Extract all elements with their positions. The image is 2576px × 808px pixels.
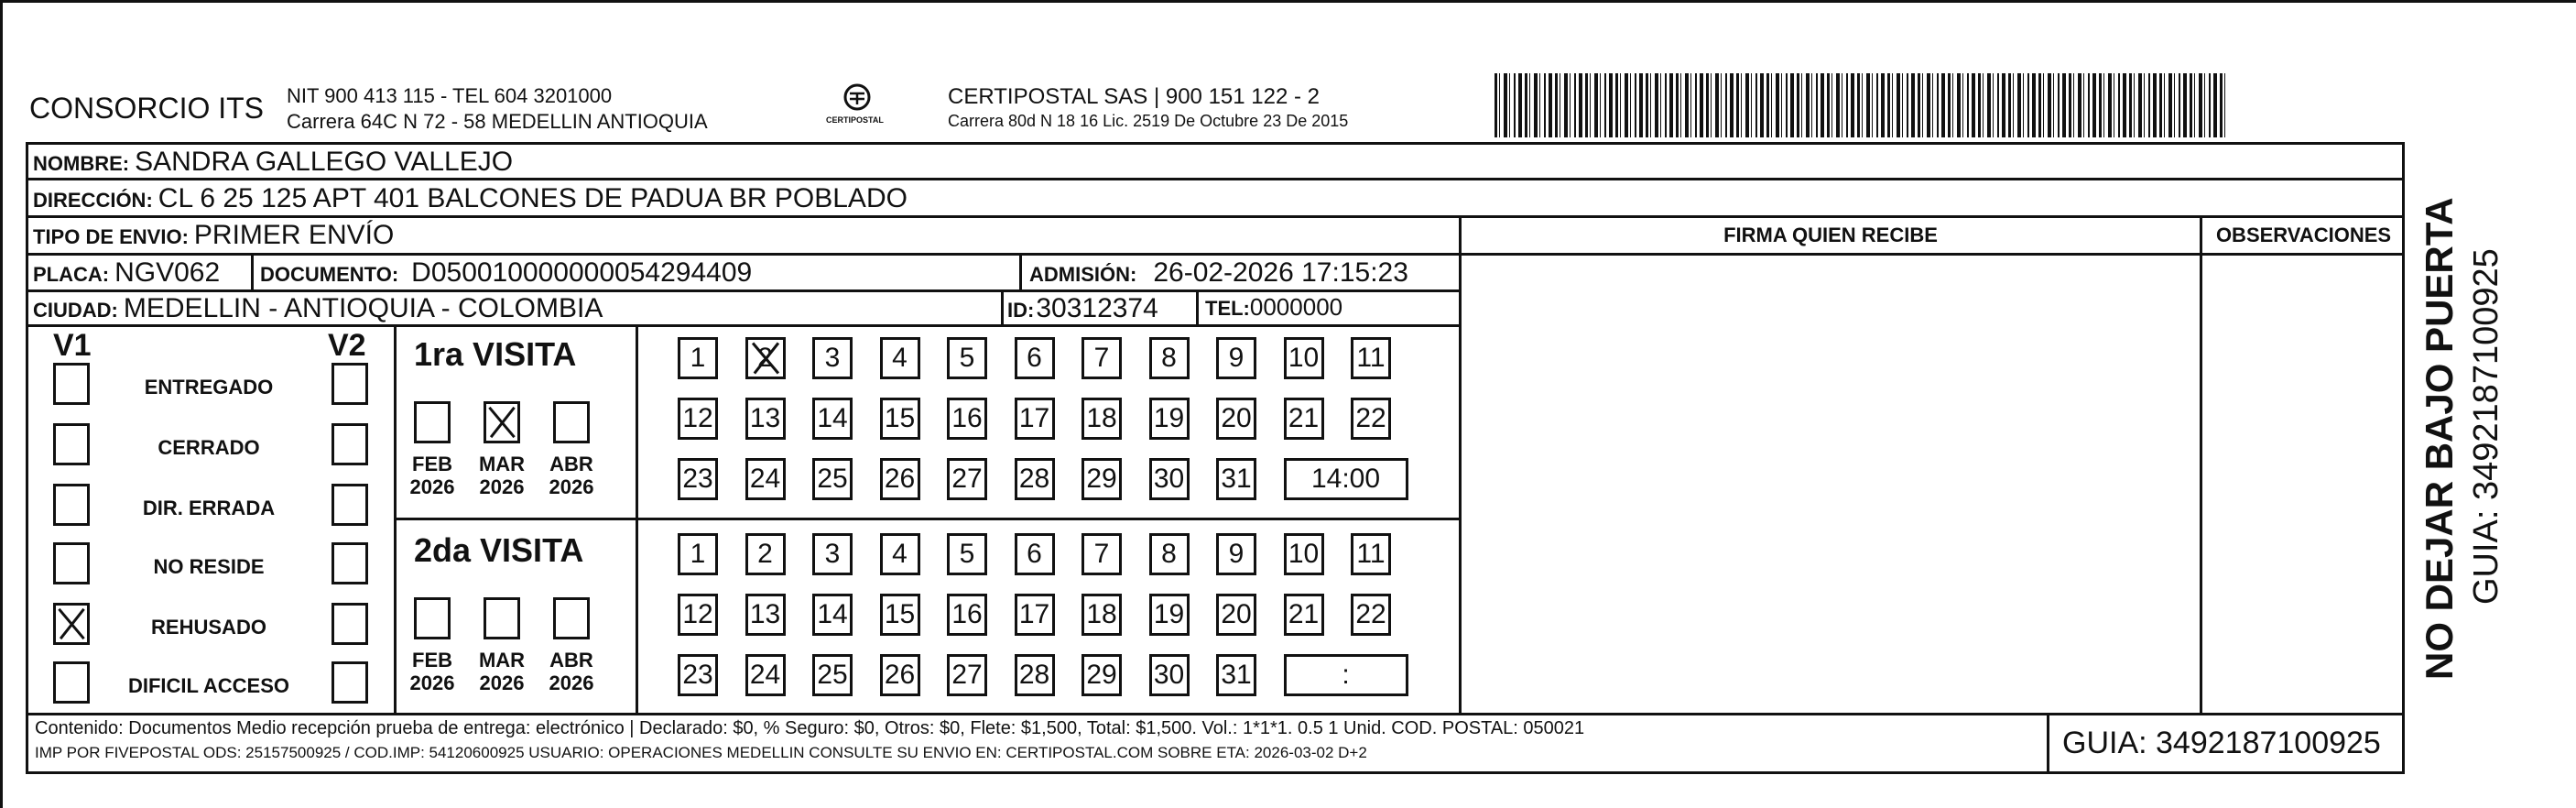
col-line bbox=[2200, 215, 2202, 715]
status-label: REHUSADO bbox=[151, 616, 266, 639]
nombre-label: NOMBRE: bbox=[33, 152, 130, 175]
documento-label: DOCUMENTO: bbox=[260, 263, 399, 286]
visit-day-box[interactable]: 21 bbox=[1284, 594, 1324, 636]
visit-time-box[interactable]: : bbox=[1284, 654, 1408, 696]
visit-day-box[interactable]: 24 bbox=[745, 654, 786, 696]
visit-day-box[interactable]: 25 bbox=[812, 654, 853, 696]
tipo-label: TIPO DE ENVIO: bbox=[33, 225, 189, 248]
visit-month-label bbox=[544, 453, 599, 499]
month-name: ABR bbox=[549, 453, 593, 475]
visit-month-label bbox=[405, 649, 460, 695]
visit-day-box[interactable]: 27 bbox=[947, 654, 987, 696]
visit-day-box[interactable]: 13 bbox=[745, 398, 786, 440]
visit-month-checkbox[interactable] bbox=[414, 597, 451, 639]
visit-month-checkbox[interactable] bbox=[484, 401, 520, 443]
footer-line2: IMP POR FIVEPOSTAL ODS: 25157500925 / COD.IMP: 54120600925 USUARIO: OPERACIONES MEDELLIN CONSULTE SU ENVIO EN: CERTIPOSTAL.COM SOBRE ETA: 2026-03-02 D+2 bbox=[35, 744, 1367, 761]
visit-day-box[interactable]: 11 bbox=[1351, 337, 1391, 379]
month-year: 2026 bbox=[409, 672, 455, 695]
partner-line2: Carrera 80d N 18 16 Lic. 2519 De Octubre 23 De 2015 bbox=[948, 112, 1349, 130]
month-year: 2026 bbox=[479, 672, 525, 695]
visit-day-box[interactable]: 5 bbox=[947, 533, 987, 575]
row-line bbox=[26, 215, 2405, 218]
nombre-field bbox=[33, 147, 513, 178]
day-number: 2 bbox=[757, 343, 773, 373]
visit-day-box[interactable]: 6 bbox=[1015, 533, 1055, 575]
month-year: 2026 bbox=[479, 475, 525, 499]
status-v2-checkbox[interactable] bbox=[332, 661, 368, 704]
logo-text: CERTIPOSTAL bbox=[826, 115, 884, 125]
visit-day-box[interactable]: 8 bbox=[1149, 337, 1190, 379]
tel-value: 0000000 bbox=[1249, 293, 1343, 321]
visit-day-box[interactable]: 2 bbox=[745, 533, 786, 575]
status-v1-checkbox[interactable] bbox=[53, 542, 90, 584]
visit-day-box[interactable]: 8 bbox=[1149, 533, 1190, 575]
month-year: 2026 bbox=[409, 475, 455, 499]
id-field bbox=[1007, 293, 1158, 324]
visit-day-box[interactable]: 31 bbox=[1216, 654, 1256, 696]
status-label: ENTREGADO bbox=[144, 376, 274, 399]
visit-day-box[interactable]: 15 bbox=[880, 594, 920, 636]
placa-value: NGV062 bbox=[114, 257, 221, 288]
visit-day-box[interactable]: 30 bbox=[1149, 654, 1190, 696]
visit-day-box[interactable]: 12 bbox=[678, 398, 718, 440]
direccion-value: CL 6 25 125 APT 401 BALCONES DE PADUA BR POBLADO bbox=[158, 183, 908, 213]
firma-header: FIRMA QUIEN RECIBE bbox=[1723, 224, 1938, 246]
id-label: ID: bbox=[1007, 299, 1035, 322]
admision-field bbox=[1029, 257, 1408, 289]
status-v1-checkbox[interactable] bbox=[53, 423, 90, 465]
visit-day-box[interactable]: 10 bbox=[1284, 337, 1324, 379]
footer-line1: Contenido: Documentos Medio recepción prueba de entrega: electrónico | Declarado: $0, % Seguro: $0, Otros: $0, Flete: $1,500, Total: $1,500. Vol.: 1*1*1. 0.5 1 Unid. COD. POSTAL: 050021 bbox=[35, 718, 1585, 738]
visit-day-box[interactable]: 22 bbox=[1351, 398, 1391, 440]
admision-label: ADMISIÓN: bbox=[1029, 263, 1137, 286]
month-name: FEB bbox=[412, 649, 452, 672]
visit-day-box[interactable]: 26 bbox=[880, 654, 920, 696]
ciudad-value: MEDELLIN - ANTIOQUIA - COLOMBIA bbox=[123, 293, 603, 323]
visit-day-box[interactable]: 20 bbox=[1216, 398, 1256, 440]
visit-day-box[interactable]: 3 bbox=[812, 337, 853, 379]
visit-day-box[interactable]: 3 bbox=[812, 533, 853, 575]
visit-day-box[interactable]: 1 bbox=[678, 337, 718, 379]
visit-time-box[interactable]: 14:00 bbox=[1284, 458, 1408, 500]
status-label: CERRADO bbox=[158, 436, 260, 459]
admision-value: 26-02-2026 17:15:23 bbox=[1153, 257, 1408, 288]
col-line bbox=[1196, 289, 1199, 326]
tipo-field bbox=[33, 220, 394, 251]
status-v1-checkbox[interactable] bbox=[53, 484, 90, 526]
side-warning: NO DEJAR BAJO PUERTA bbox=[2418, 197, 2461, 680]
partner-line1: CERTIPOSTAL SAS | 900 151 122 - 2 bbox=[948, 84, 1320, 109]
visit-day-box[interactable]: 1 bbox=[678, 533, 718, 575]
company-name: CONSORCIO ITS bbox=[29, 92, 265, 125]
col-line bbox=[251, 253, 254, 291]
company-line2: Carrera 64C N 72 - 58 MEDELLIN ANTIOQUIA bbox=[287, 110, 708, 133]
visit-day-box[interactable]: 23 bbox=[678, 654, 718, 696]
visit-day-box[interactable]: 7 bbox=[1081, 533, 1122, 575]
visit-title: 1ra VISITA bbox=[414, 335, 577, 373]
visit-day-box[interactable]: 17 bbox=[1015, 594, 1055, 636]
documento-field bbox=[260, 257, 752, 289]
direccion-field bbox=[33, 183, 908, 214]
direccion-label: DIRECCIÓN: bbox=[33, 189, 153, 212]
visit-day-box[interactable]: 4 bbox=[880, 533, 920, 575]
placa-label: PLACA: bbox=[33, 263, 110, 286]
visit-day-box[interactable]: 16 bbox=[947, 398, 987, 440]
visit-month-label bbox=[405, 453, 460, 499]
visit-day-box[interactable]: 16 bbox=[947, 594, 987, 636]
status-label: NO RESIDE bbox=[153, 555, 265, 578]
status-v2-checkbox[interactable] bbox=[332, 542, 368, 584]
month-year: 2026 bbox=[549, 672, 594, 695]
visit-day-box[interactable]: 13 bbox=[745, 594, 786, 636]
visit-month-checkbox[interactable] bbox=[553, 401, 590, 443]
visit-day-box[interactable]: 24 bbox=[745, 458, 786, 500]
month-name: FEB bbox=[412, 453, 452, 475]
visit-day-box[interactable]: 9 bbox=[1216, 337, 1256, 379]
visit-day-box[interactable]: 14 bbox=[812, 398, 853, 440]
visit-day-box[interactable]: 29 bbox=[1081, 458, 1122, 500]
visit-day-box[interactable]: 17 bbox=[1015, 398, 1055, 440]
id-value: 30312374 bbox=[1036, 293, 1158, 323]
visit-day-box[interactable]: 19 bbox=[1149, 594, 1190, 636]
visit-day-box[interactable]: 29 bbox=[1081, 654, 1122, 696]
visit-day-box[interactable]: 23 bbox=[678, 458, 718, 500]
tel-label: TEL: bbox=[1205, 297, 1250, 320]
status-v2-checkbox[interactable] bbox=[332, 484, 368, 526]
visit-month-checkbox[interactable] bbox=[484, 597, 520, 639]
barcode bbox=[1495, 73, 2227, 137]
visit-day-box[interactable]: 28 bbox=[1015, 458, 1055, 500]
top-border bbox=[0, 0, 2576, 3]
row-line bbox=[1459, 253, 2405, 256]
visit-day-box[interactable]: 30 bbox=[1149, 458, 1190, 500]
left-border bbox=[0, 0, 3, 808]
visit-day-box[interactable]: 5 bbox=[947, 337, 987, 379]
visit-day-box[interactable]: 31 bbox=[1216, 458, 1256, 500]
status-v1-checkbox[interactable] bbox=[53, 661, 90, 704]
nombre-value: SANDRA GALLEGO VALLEJO bbox=[135, 147, 514, 177]
visit-day-box[interactable]: 22 bbox=[1351, 594, 1391, 636]
visit-day-box[interactable]: 28 bbox=[1015, 654, 1055, 696]
visit-day-box[interactable]: 4 bbox=[880, 337, 920, 379]
visit-day-box[interactable]: 21 bbox=[1284, 398, 1324, 440]
visit-month-checkbox[interactable] bbox=[553, 597, 590, 639]
visit-title: 2da VISITA bbox=[414, 531, 584, 569]
certipostal-logo bbox=[822, 82, 892, 137]
col-line bbox=[1459, 215, 1462, 715]
visit-day-box[interactable] bbox=[745, 337, 786, 379]
visit-month-label bbox=[474, 649, 529, 695]
col-line bbox=[2047, 713, 2049, 774]
ciudad-label: CIUDAD: bbox=[33, 299, 118, 322]
footer-guia: GUIA: 3492187100925 bbox=[2062, 726, 2381, 760]
row-line bbox=[394, 518, 1461, 520]
visit-day-box[interactable]: 14 bbox=[812, 594, 853, 636]
visit-month-label bbox=[544, 649, 599, 695]
visit-day-box[interactable]: 18 bbox=[1081, 594, 1122, 636]
visit-month-checkbox[interactable] bbox=[414, 401, 451, 443]
tipo-value: PRIMER ENVÍO bbox=[193, 220, 395, 250]
visit-day-box[interactable]: 11 bbox=[1351, 533, 1391, 575]
month-year: 2026 bbox=[549, 475, 594, 499]
visit-day-box[interactable]: 27 bbox=[947, 458, 987, 500]
visit-day-box[interactable]: 20 bbox=[1216, 594, 1256, 636]
visit-day-box[interactable]: 18 bbox=[1081, 398, 1122, 440]
visit-day-box[interactable]: 15 bbox=[880, 398, 920, 440]
visit-month-label bbox=[474, 453, 529, 499]
row-line bbox=[26, 324, 1462, 327]
visit-day-box[interactable]: 19 bbox=[1149, 398, 1190, 440]
visit-day-box[interactable]: 10 bbox=[1284, 533, 1324, 575]
visit-day-box[interactable]: 7 bbox=[1081, 337, 1122, 379]
month-name: ABR bbox=[549, 649, 593, 672]
v1-label: V1 bbox=[53, 328, 92, 363]
row-line bbox=[26, 289, 1462, 292]
status-label: DIFICIL ACCESO bbox=[127, 674, 289, 697]
col-line bbox=[1019, 253, 1022, 291]
visit-day-box[interactable]: 26 bbox=[880, 458, 920, 500]
v2-label: V2 bbox=[328, 328, 366, 363]
status-label: DIR. ERRADA bbox=[142, 497, 276, 519]
documento-value: D050010000000054294409 bbox=[411, 257, 753, 288]
visit-day-box[interactable]: 25 bbox=[812, 458, 853, 500]
status-v1-checkbox[interactable] bbox=[53, 603, 90, 645]
row-line bbox=[26, 178, 2405, 180]
tel-field bbox=[1205, 293, 1342, 322]
company-line1: NIT 900 413 115 - TEL 604 3201000 bbox=[287, 84, 613, 107]
placa-field bbox=[33, 257, 220, 289]
visit-day-box[interactable]: 12 bbox=[678, 594, 718, 636]
month-name: MAR bbox=[478, 453, 526, 475]
status-v2-checkbox[interactable] bbox=[332, 603, 368, 645]
visit-day-box[interactable]: 9 bbox=[1216, 533, 1256, 575]
side-guia: GUIA: 3492187100925 bbox=[2467, 248, 2505, 605]
status-v2-checkbox[interactable] bbox=[332, 423, 368, 465]
month-name: MAR bbox=[478, 649, 526, 672]
status-v2-checkbox[interactable] bbox=[332, 363, 368, 405]
status-v1-checkbox[interactable] bbox=[53, 363, 90, 405]
ciudad-field bbox=[33, 293, 603, 324]
observaciones-header: OBSERVACIONES bbox=[2215, 224, 2392, 246]
col-line bbox=[1001, 289, 1004, 326]
visit-day-box[interactable]: 6 bbox=[1015, 337, 1055, 379]
